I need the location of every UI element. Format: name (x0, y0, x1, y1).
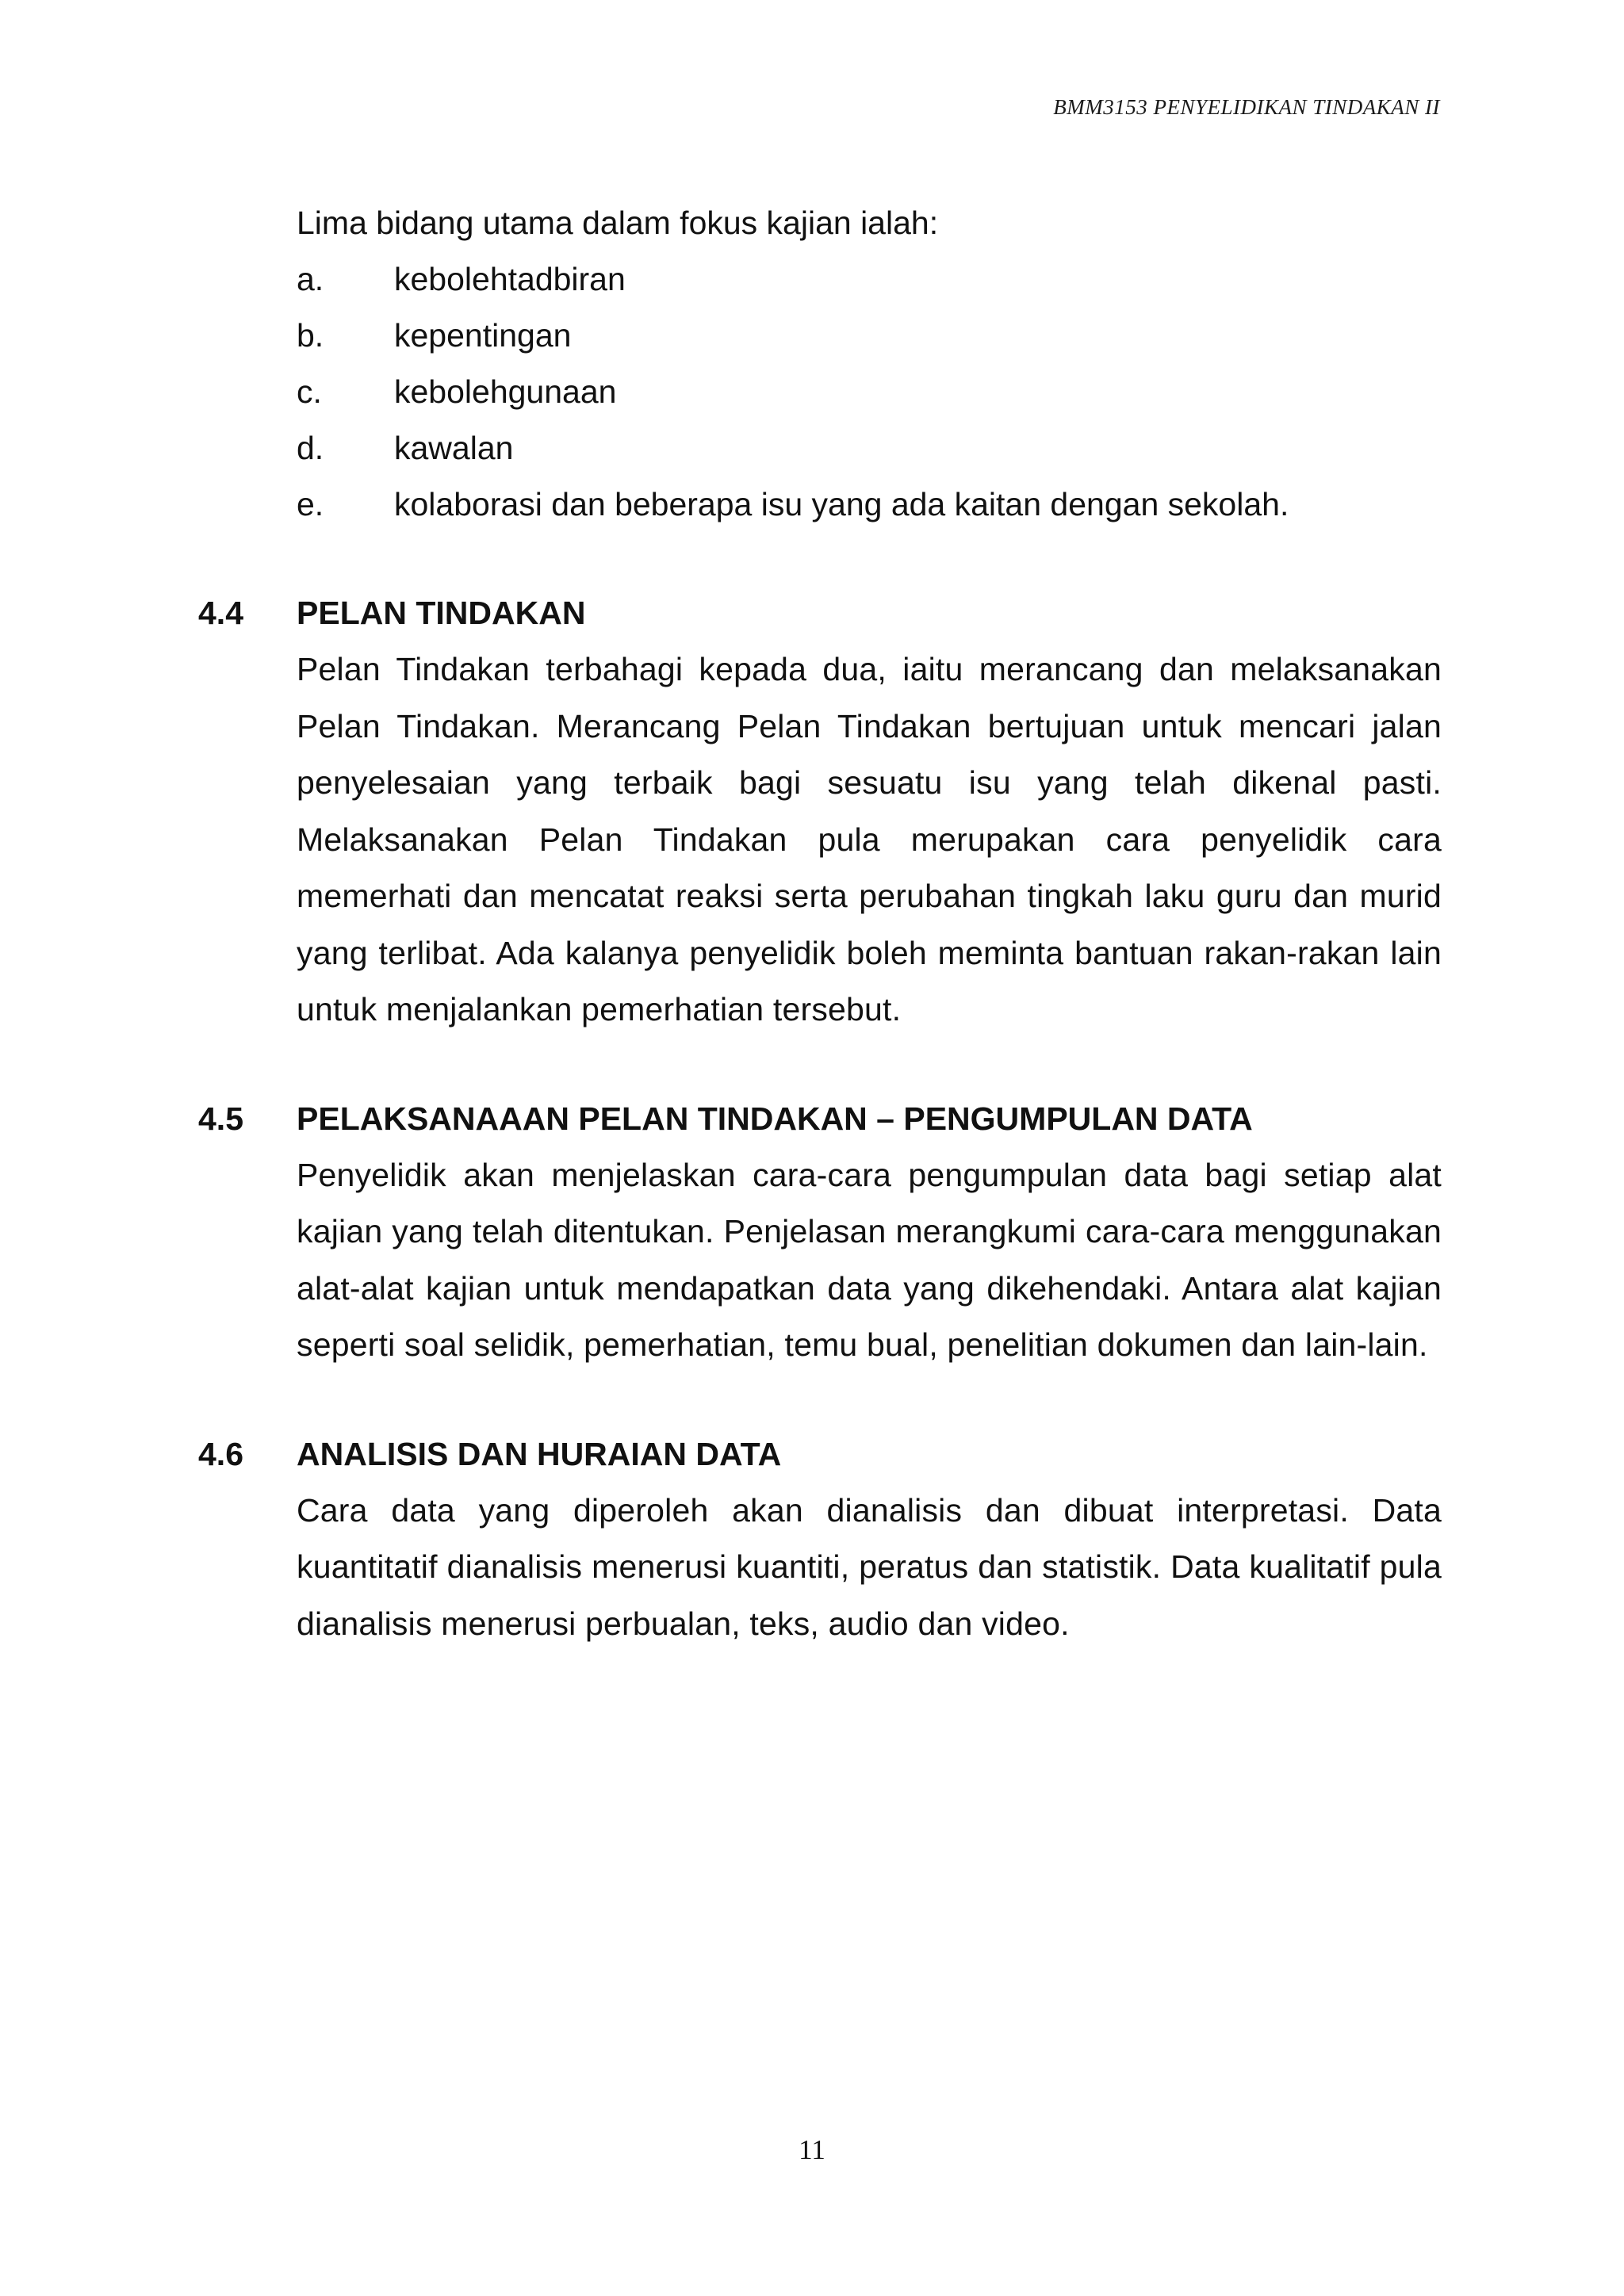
focus-area-list (198, 251, 1442, 533)
list-item-text: kebolehtadbiran (394, 261, 626, 297)
page-content (198, 195, 1442, 1652)
section-analisis (198, 1426, 1442, 1653)
list-marker: a. (297, 261, 324, 297)
section-pelan-tindakan (198, 585, 1442, 1039)
section-title: PELAN TINDAKAN (297, 595, 586, 631)
running-header: BMM3153 PENYELIDIKAN TINDAKAN II (1053, 95, 1440, 119)
list-item (198, 476, 1442, 533)
list-marker: e. (297, 486, 324, 522)
section-number: 4.6 (198, 1435, 243, 1472)
intro-text: Lima bidang utama dalam fokus kajian ialah: (297, 205, 939, 241)
list-marker: d. (297, 430, 324, 466)
list-item (198, 251, 1442, 308)
list-item (198, 364, 1442, 420)
list-marker: b. (297, 317, 324, 354)
list-item-text: kawalan (394, 430, 514, 466)
section-paragraph: Cara data yang diperoleh akan dianalisis dan dibuat interpretasi. Data kuantitatif dianalisis menerusi kuantiti, peratus dan statistik. Data kualitatif pula dianalisis menerusi perbualan, teks, audio dan video. (297, 1491, 1442, 1642)
section-number: 4.5 (198, 1100, 243, 1137)
list-marker: c. (297, 373, 322, 410)
list-item (198, 420, 1442, 476)
section-heading (198, 585, 1442, 641)
list-item-text: kepentingan (394, 317, 572, 354)
list-item (198, 308, 1442, 364)
list-item-text: kebolehgunaan (394, 373, 617, 410)
section-paragraph: Pelan Tindakan terbahagi kepada dua, iaitu merancang dan melaksanakan Pelan Tindakan. Merancang Pelan Tindakan bertujuan untuk mencari jalan penyelesaian yang terbaik bagi sesuatu isu yang telah dikenal pasti. Melaksanakan Pelan Tindakan pula merupakan cara penyelidik cara memerhati dan mencatat reaksi serta perubahan tingkah laku guru dan murid yang terlibat. Ada kalanya penyelidik boleh meminta bantuan rakan-rakan lain untuk menjalankan pemerhatian tersebut. (297, 651, 1442, 1027)
section-paragraph: Penyelidik akan menjelaskan cara-cara pengumpulan data bagi setiap alat kajian yang telah ditentukan. Penjelasan merangkumi cara-cara menggunakan alat-alat kajian untuk mendapatkan data yang dikehendaki. Antara alat kajian seperti soal selidik, pemerhatian, temu bual, penelitian dokumen dan lain-lain. (297, 1156, 1442, 1363)
list-item-text: kolaborasi dan beberapa isu yang ada kaitan dengan sekolah. (394, 486, 1289, 522)
section-title: PELAKSANAAAN PELAN TINDAKAN – PENGUMPULAN DATA (297, 1100, 1253, 1137)
section-pelaksanaan (198, 1091, 1442, 1374)
section-title: ANALISIS DAN HURAIAN DATA (297, 1435, 782, 1472)
section-heading (198, 1091, 1442, 1147)
section-heading (198, 1426, 1442, 1483)
section-number: 4.4 (198, 595, 243, 631)
page-number: 11 (799, 2134, 825, 2165)
